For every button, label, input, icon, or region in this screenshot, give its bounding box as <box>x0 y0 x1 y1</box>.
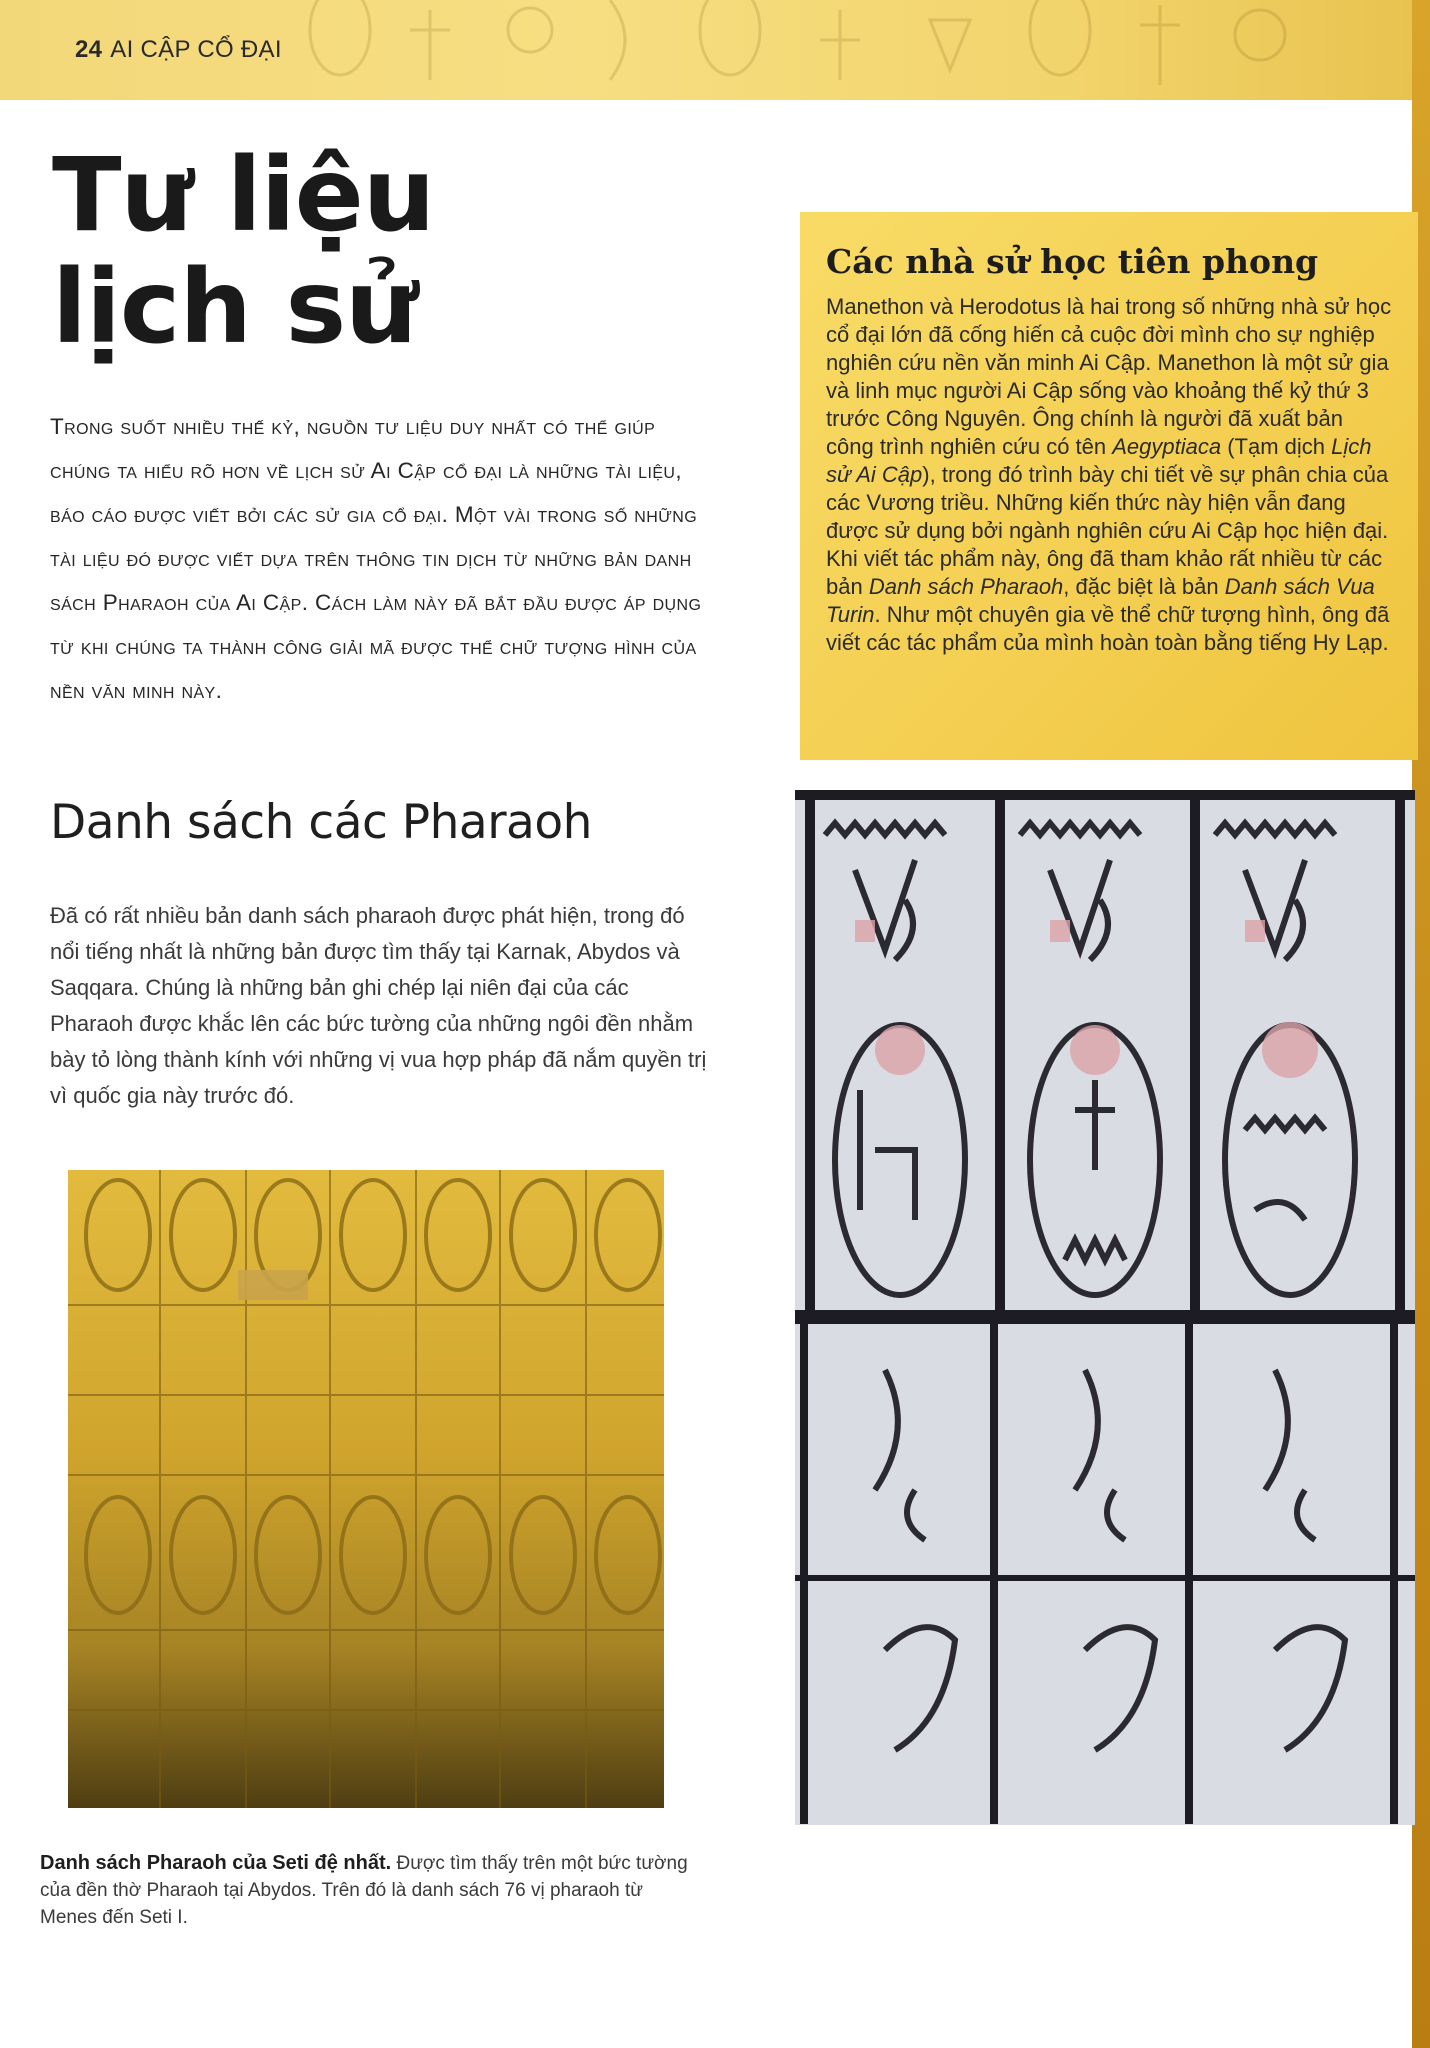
caption-title: Danh sách Pharaoh của Seti đệ nhất. <box>40 1852 392 1874</box>
page-title <box>52 136 572 367</box>
sidebar-title: Các nhà sử học tiên phong <box>826 242 1319 281</box>
caption-text: Được tìm thấy trên một bức tường của đền thờ Pharaoh tại Abydos. Trên đó là danh sách 76 vị pharaoh từ Menes đến Seti I. <box>40 1853 688 1928</box>
king-list-illustration <box>68 1170 664 1808</box>
page-title-line-1: Tư liệu <box>52 136 435 255</box>
sidebar-text: Manethon và Herodotus là hai trong số những nhà sử học cổ đại lớn đã cống hiến cả cuộc đời mình cho sự nghiệp nghiên cứu nền văn minh Ai Cập. Manethon là một sử gia và linh mục người Ai Cập sống vào khoảng thế kỷ thứ 3 trước Công Nguyên. Ông chính là người đã xuất bản công trình nghiên cứu có tên Aegyptiaca (Tạm dịch Lịch sử Ai Cập), trong đó trình bày chi tiết về sự phân chia của các Vương triều. Những kiến thức này hiện vẫn đang được sử dụng bởi ngành nghiên cứu Ai Cập học hiện đại. Khi viết tác phẩm này, ông đã tham khảo rất nhiều từ các bản Danh sách Pharaoh, đặc biệt là bản Danh sách Vua Turin. Như một chuyên gia về thể chữ tượng hình, ông đã viết các tác phẩm của mình hoàn toàn bằng tiếng Hy Lạp. <box>826 294 1392 655</box>
section-heading: Danh sách các Pharaoh <box>50 795 592 850</box>
header-band <box>0 0 1430 100</box>
relief-illustration <box>795 790 1415 1825</box>
section-body: Đã có rất nhiều bản danh sách pharaoh được phát hiện, trong đó nổi tiếng nhất là những bản được tìm thấy tại Karnak, Abydos và Saqqara. Chúng là những bản ghi chép lại niên đại của các Pharaoh được khắc lên các bức tường của những ngôi đền nhằm bày tỏ lòng thành kính với những vị vua hợp pháp đã nắm quyền trị vì quốc gia này trước đó. <box>50 903 707 1108</box>
page-title-line-2: lịch sử <box>52 248 417 367</box>
hieroglyph-relief-photo <box>795 790 1415 1825</box>
running-header <box>75 36 282 64</box>
intro-paragraph: Trong suốt nhiều thế kỷ, nguồn tư liệu duy nhất có thể giúp chúng ta hiểu rõ hơn về lịch sử Ai Cập cổ đại là những tài liệu, báo cáo được viết bởi các sử gia cổ đại. Một vài trong số những tài liệu đó được viết dựa trên thông tin dịch từ những bản danh sách Pharaoh của Ai Cập. Cách làm này đã bắt đầu được áp dụng từ khi chúng ta thành công giải mã được thể chữ tượng hình của nền văn minh này. <box>50 414 702 703</box>
hieroglyph-pattern <box>280 0 1380 100</box>
photo-caption <box>40 1850 705 1931</box>
sidebar-box <box>800 212 1418 760</box>
page-number: 24 <box>75 36 103 63</box>
chapter-title: AI CẬP CỔ ĐẠI <box>110 36 282 63</box>
king-list-wall-photo <box>68 1170 664 1808</box>
